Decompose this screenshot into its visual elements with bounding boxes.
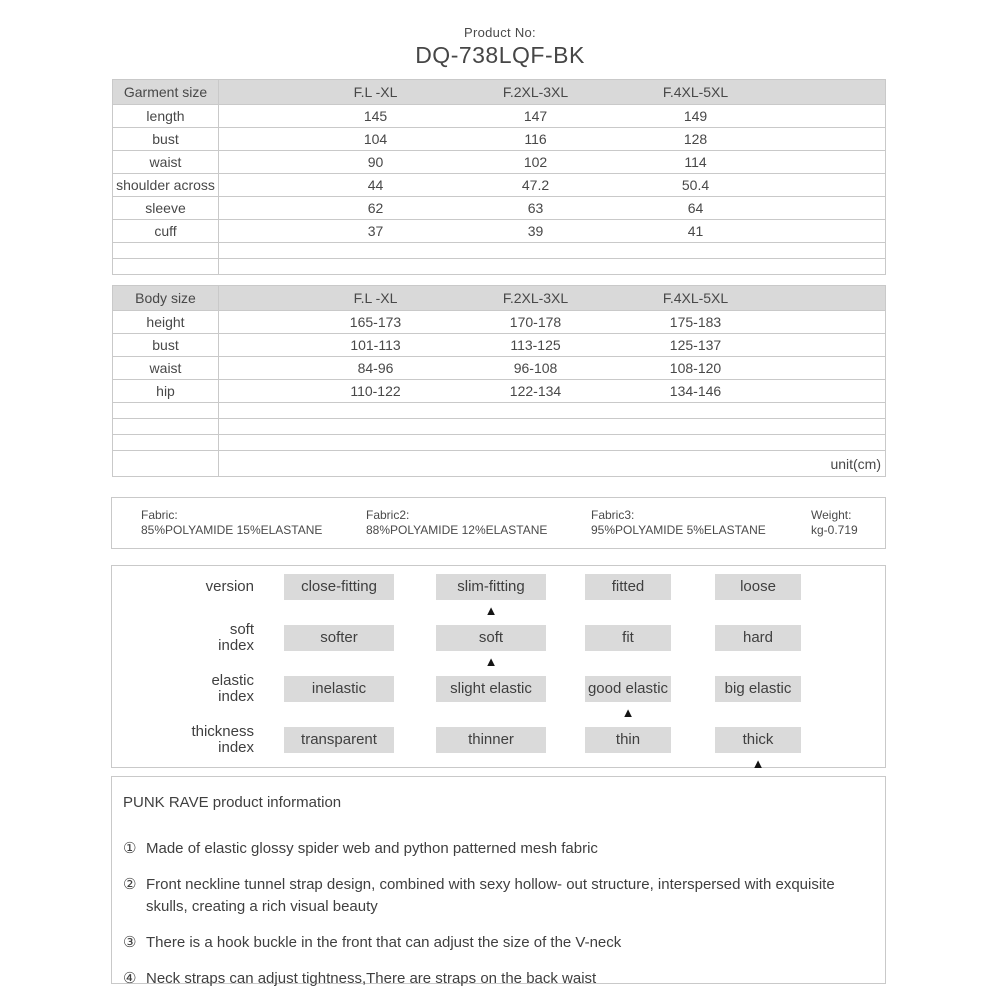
row-label: hip	[113, 380, 219, 403]
fabric-label: Fabric2:	[366, 508, 410, 522]
size-value: 50.4	[616, 174, 776, 197]
attribute-row-soft-index	[112, 621, 885, 674]
attribute-option	[585, 676, 671, 725]
empty-row	[113, 419, 886, 435]
table-row	[113, 197, 886, 220]
table-row	[113, 334, 886, 357]
info-text: There is a hook buckle in the front that can adjust the size of the V-neck	[146, 934, 622, 951]
size-value: 110-122	[296, 380, 456, 403]
info-item	[123, 874, 873, 918]
fabric-info-box	[111, 497, 886, 549]
attribute-label: elastic index	[211, 672, 254, 705]
attribute-option	[436, 625, 546, 674]
product-no-label: Product No:	[464, 25, 536, 40]
header-cell: F.4XL-5XL	[616, 286, 776, 311]
size-value: 96-108	[456, 357, 616, 380]
product-no-value: DQ-738LQF-BK	[415, 42, 585, 68]
row-label: sleeve	[113, 197, 219, 220]
attribute-option	[585, 625, 671, 674]
attribute-option	[284, 625, 394, 674]
fabric-value: 88%POLYAMIDE 12%ELASTANE	[366, 523, 548, 537]
selected-marker-icon: ▲	[621, 705, 635, 720]
option-box: slight elastic	[436, 676, 546, 702]
weight-column	[811, 508, 858, 538]
size-value: 145	[296, 105, 456, 128]
table-row	[113, 151, 886, 174]
attribute-label: thickness index	[191, 723, 254, 756]
product-info-title: PUNK RAVE product information	[123, 794, 342, 811]
attribute-option	[715, 676, 801, 725]
option-box: close-fitting	[284, 574, 394, 600]
size-value: 114	[616, 151, 776, 174]
size-value: 175-183	[616, 311, 776, 334]
unit-note: unit(cm)	[219, 451, 886, 477]
size-value: 104	[296, 128, 456, 151]
header-cell: Body size	[113, 286, 219, 311]
circled-number-icon: ④	[123, 970, 137, 987]
circled-number-icon: ②	[123, 876, 137, 893]
header-cell: Garment size	[113, 80, 219, 105]
empty-row	[113, 403, 886, 419]
option-box: soft	[436, 625, 546, 651]
option-box: fit	[585, 625, 671, 651]
header-cell: F.2XL-3XL	[456, 80, 616, 105]
option-box: softer	[284, 625, 394, 651]
size-value: 108-120	[616, 357, 776, 380]
attribute-label: version	[205, 578, 254, 595]
title-block	[0, 0, 1000, 69]
body-header-row	[113, 286, 886, 311]
size-value: 128	[616, 128, 776, 151]
option-box: thick	[715, 727, 801, 753]
attribute-option	[284, 727, 394, 776]
attribute-option	[715, 625, 801, 674]
row-label: height	[113, 311, 219, 334]
attribute-row-version	[112, 574, 885, 623]
attribute-option	[715, 574, 801, 623]
size-value: 116	[456, 128, 616, 151]
attribute-option	[284, 574, 394, 623]
selected-marker-icon: ▲	[484, 654, 498, 669]
size-value: 47.2	[456, 174, 616, 197]
size-value: 84-96	[296, 357, 456, 380]
circled-number-icon: ③	[123, 934, 137, 951]
selected-marker-icon: ▲	[484, 603, 498, 618]
row-label: waist	[113, 151, 219, 174]
attribute-option	[284, 676, 394, 725]
size-value: 64	[616, 197, 776, 220]
option-box: inelastic	[284, 676, 394, 702]
attribute-option	[436, 727, 546, 776]
garment-header-row	[113, 80, 886, 105]
row-label: bust	[113, 334, 219, 357]
row-label: bust	[113, 128, 219, 151]
row-label: cuff	[113, 220, 219, 243]
table-row	[113, 357, 886, 380]
option-box: hard	[715, 625, 801, 651]
fabric-value: 85%POLYAMIDE 15%ELASTANE	[141, 523, 323, 537]
size-value: 90	[296, 151, 456, 174]
row-label: waist	[113, 357, 219, 380]
table-row	[113, 105, 886, 128]
garment-size-table	[112, 79, 886, 275]
empty-row	[113, 435, 886, 451]
attribute-option	[585, 574, 671, 623]
circled-number-icon: ①	[123, 840, 137, 857]
option-box: transparent	[284, 727, 394, 753]
size-value: 122-134	[456, 380, 616, 403]
attribute-option	[715, 727, 801, 776]
option-box: good elastic	[585, 676, 671, 702]
option-box: fitted	[585, 574, 671, 600]
attribute-index-box	[111, 565, 886, 771]
info-text: Made of elastic glossy spider web and python patterned mesh fabric	[146, 840, 598, 857]
fabric-value: 95%POLYAMIDE 5%ELASTANE	[591, 523, 766, 537]
unit-row	[113, 451, 886, 477]
option-box: big elastic	[715, 676, 801, 702]
table-row	[113, 128, 886, 151]
header-cell: F.2XL-3XL	[456, 286, 616, 311]
weight-value: kg-0.719	[811, 523, 858, 537]
size-value: 44	[296, 174, 456, 197]
body-size-table	[112, 285, 886, 477]
attribute-row-thickness-index	[112, 723, 885, 776]
info-item	[123, 838, 873, 860]
weight-label: Weight:	[811, 508, 852, 522]
row-label: shoulder across	[113, 174, 219, 197]
info-text: Front neckline tunnel strap design, combined with sexy hollow- out structure, interspersed with exquisite skulls, creating a rich visual beauty	[146, 876, 835, 915]
option-box: loose	[715, 574, 801, 600]
selected-marker-icon: ▲	[751, 756, 765, 771]
size-value: 134-146	[616, 380, 776, 403]
size-value: 41	[616, 220, 776, 243]
option-box: slim-fitting	[436, 574, 546, 600]
attribute-row-elastic-index	[112, 672, 885, 725]
fabric-label: Fabric:	[141, 508, 178, 522]
header-cell: F.4XL-5XL	[616, 80, 776, 105]
size-value: 149	[616, 105, 776, 128]
info-item	[123, 968, 873, 990]
table-row	[113, 311, 886, 334]
option-box: thin	[585, 727, 671, 753]
fabric-label: Fabric3:	[591, 508, 635, 522]
table-row	[113, 220, 886, 243]
size-value: 125-137	[616, 334, 776, 357]
header-cell: F.L -XL	[296, 80, 456, 105]
size-value: 63	[456, 197, 616, 220]
size-value: 37	[296, 220, 456, 243]
size-value: 170-178	[456, 311, 616, 334]
size-value: 113-125	[456, 334, 616, 357]
info-item	[123, 932, 873, 954]
header-cell: F.L -XL	[296, 286, 456, 311]
info-text: Neck straps can adjust tightness,There are straps on the back waist	[146, 970, 597, 987]
attribute-option	[436, 676, 546, 725]
size-value: 39	[456, 220, 616, 243]
table-row	[113, 174, 886, 197]
table-row	[113, 380, 886, 403]
empty-row	[113, 259, 886, 275]
empty-row	[113, 243, 886, 259]
size-value: 102	[456, 151, 616, 174]
fabric-column	[141, 508, 366, 538]
size-value: 101-113	[296, 334, 456, 357]
fabric-column	[366, 508, 591, 538]
product-info-box	[111, 776, 886, 987]
row-label: length	[113, 105, 219, 128]
size-value: 165-173	[296, 311, 456, 334]
option-box: thinner	[436, 727, 546, 753]
attribute-label: soft index	[218, 621, 254, 654]
attribute-option	[436, 574, 546, 623]
attribute-option	[585, 727, 671, 776]
fabric-column	[591, 508, 811, 538]
size-value: 62	[296, 197, 456, 220]
size-value: 147	[456, 105, 616, 128]
